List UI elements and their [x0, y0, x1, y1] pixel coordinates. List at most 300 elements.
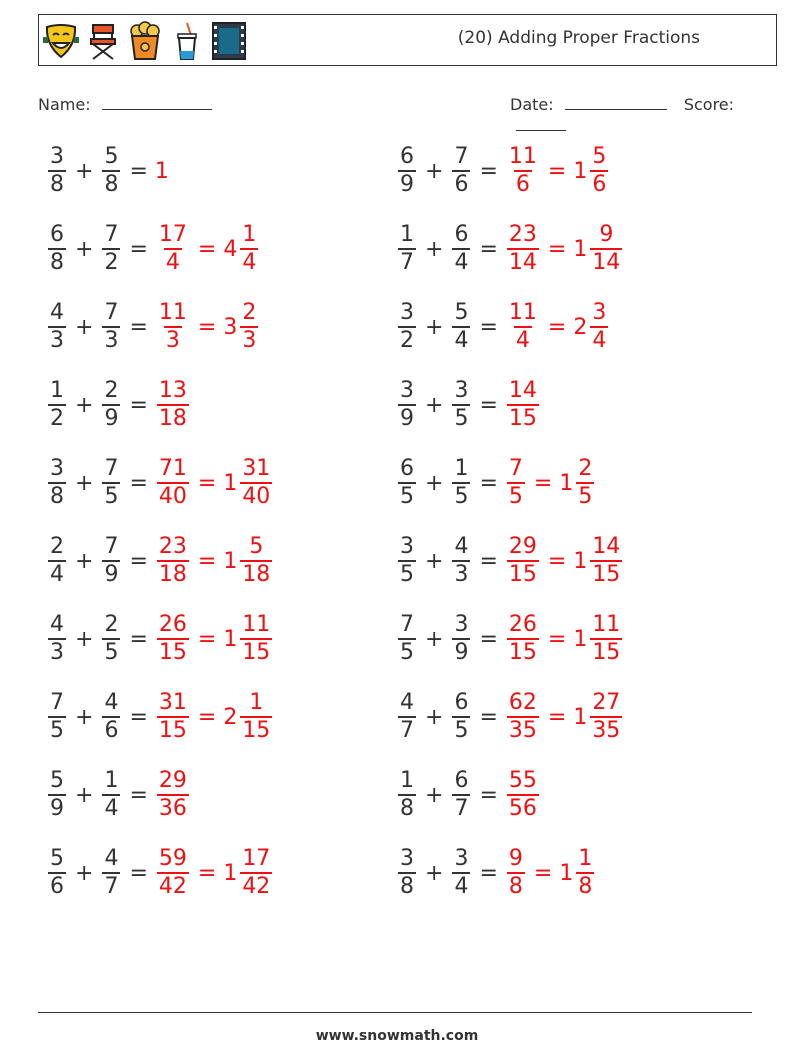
answer: [505, 380, 541, 430]
answer: [155, 614, 274, 664]
denominator: 9: [104, 562, 119, 587]
answer-fraction: [157, 614, 189, 664]
denominator: 40: [242, 484, 271, 509]
answer-whole: 2: [573, 314, 588, 340]
problem-item: [46, 686, 274, 748]
answer-fraction: [157, 458, 189, 508]
date-blank[interactable]: [565, 93, 667, 110]
equals-sign: =: [547, 314, 567, 340]
numerator: 4: [104, 846, 119, 871]
equals-sign: =: [129, 158, 148, 184]
equals-sign: =: [129, 860, 148, 886]
denominator: 2: [50, 406, 64, 431]
plus-sign: +: [425, 860, 444, 886]
equals-sign: =: [129, 314, 148, 340]
footer-site: www.snowmath.com: [315, 1028, 479, 1044]
answer-fraction: [590, 536, 622, 586]
answer: [155, 302, 260, 352]
denominator: 9: [104, 406, 119, 431]
answer-whole: 1: [223, 860, 238, 886]
denominator: 7: [400, 250, 414, 275]
problem-item: [396, 686, 624, 748]
answer: [155, 159, 170, 184]
numerator: 7: [400, 612, 414, 637]
equals-sign: =: [129, 470, 148, 496]
numerator: 31: [158, 690, 187, 715]
equals-sign: =: [129, 782, 148, 808]
problem-item: [46, 296, 260, 358]
addend-fraction: [48, 770, 66, 820]
score-label: Score:: [683, 95, 735, 114]
answer: [505, 614, 624, 664]
addend-fraction: [452, 614, 470, 664]
denominator: 4: [50, 562, 64, 587]
denominator: 42: [158, 874, 187, 899]
denominator: 5: [50, 718, 64, 743]
addend-fraction: [48, 692, 66, 742]
addend-fraction: [48, 848, 66, 898]
addend-fraction: [398, 458, 416, 508]
plus-sign: +: [425, 782, 444, 808]
numerator: 71: [158, 456, 187, 481]
answer-fraction: [590, 224, 622, 274]
numerator: 4: [50, 612, 64, 637]
problem-item: [396, 374, 541, 436]
answer: [505, 146, 610, 196]
answer: [505, 536, 624, 586]
addend-fraction: [398, 692, 416, 742]
addend-fraction: [398, 614, 416, 664]
problem-item: [46, 218, 260, 280]
answer-fraction: [157, 302, 189, 352]
addend-fraction: [102, 614, 120, 664]
answer: [155, 692, 274, 742]
equals-sign: =: [129, 548, 148, 574]
score-blank[interactable]: [516, 114, 566, 131]
worksheet-header: [38, 14, 777, 66]
numerator: 11: [508, 144, 537, 169]
numerator: 29: [508, 534, 537, 559]
numerator: 6: [454, 768, 469, 793]
plus-sign: +: [425, 158, 444, 184]
denominator: 7: [454, 796, 469, 821]
denominator: 6: [515, 172, 530, 197]
addend-fraction: [398, 848, 416, 898]
addend-fraction: [48, 146, 66, 196]
plus-sign: +: [75, 548, 94, 574]
numerator: 6: [454, 690, 469, 715]
denominator: 5: [454, 484, 469, 509]
denominator: 9: [400, 406, 414, 431]
equals-sign: =: [197, 626, 217, 652]
numerator: 7: [104, 300, 119, 325]
footer-divider: [38, 1012, 752, 1013]
addend-fraction: [452, 302, 470, 352]
plus-sign: +: [75, 470, 94, 496]
addend-fraction: [102, 224, 120, 274]
answer-fraction: [240, 848, 272, 898]
problem-item: [396, 764, 541, 826]
numerator: 11: [158, 300, 187, 325]
numerator: 3: [50, 456, 64, 481]
numerator: 3: [400, 300, 414, 325]
denominator: 8: [400, 796, 414, 821]
denominator: 4: [454, 874, 469, 899]
problem-item: [46, 608, 274, 670]
equals-sign: =: [197, 860, 217, 886]
numerator: 3: [454, 378, 469, 403]
plus-sign: +: [425, 392, 444, 418]
equals-sign: =: [197, 704, 217, 730]
problem-item: [46, 374, 191, 436]
numerator: 3: [400, 534, 414, 559]
name-blank[interactable]: [102, 93, 212, 110]
numerator: 3: [454, 846, 469, 871]
denominator: 40: [158, 484, 187, 509]
numerator: 4: [50, 300, 64, 325]
answer: [155, 458, 274, 508]
plus-sign: +: [75, 860, 94, 886]
plus-sign: +: [425, 704, 444, 730]
numerator: 1: [50, 378, 64, 403]
equals-sign: =: [129, 392, 148, 418]
denominator: 6: [592, 172, 607, 197]
name-label: Name:: [38, 95, 91, 114]
numerator: 29: [158, 768, 187, 793]
addend-fraction: [102, 458, 120, 508]
equals-sign: =: [129, 704, 148, 730]
addend-fraction: [398, 224, 416, 274]
numerator: 7: [454, 144, 469, 169]
denominator: 5: [400, 484, 414, 509]
answer: [155, 224, 260, 274]
problem-item: [396, 218, 624, 280]
equals-sign: =: [129, 626, 148, 652]
equals-sign: =: [547, 236, 567, 262]
addend-fraction: [452, 224, 470, 274]
date-label: Date:: [510, 95, 554, 114]
answer-fraction: [507, 848, 525, 898]
addend-fraction: [398, 146, 416, 196]
answer-fraction: [507, 614, 539, 664]
answer-fraction: [507, 302, 539, 352]
denominator: 15: [508, 406, 537, 431]
denominator: 5: [454, 718, 469, 743]
numerator: 17: [242, 846, 271, 871]
plus-sign: +: [75, 782, 94, 808]
denominator: 5: [104, 484, 119, 509]
addend-fraction: [48, 302, 66, 352]
denominator: 9: [400, 172, 414, 197]
addend-fraction: [452, 848, 470, 898]
answer-fraction: [240, 458, 272, 508]
answer-whole: 1: [573, 626, 588, 652]
denominator: 36: [158, 796, 187, 821]
numerator: 2: [242, 300, 257, 325]
denominator: 3: [104, 328, 119, 353]
denominator: 8: [50, 484, 64, 509]
denominator: 3: [165, 328, 180, 353]
answer-fraction: [507, 380, 539, 430]
answer: [505, 458, 596, 508]
plus-sign: +: [425, 314, 444, 340]
numerator: 27: [592, 690, 621, 715]
answer-whole: 1: [573, 704, 588, 730]
denominator: 4: [242, 250, 257, 275]
numerator: 3: [50, 144, 64, 169]
answer-whole: 1: [223, 548, 238, 574]
numerator: 5: [249, 534, 264, 559]
addend-fraction: [48, 380, 66, 430]
soda-cup-icon: [169, 21, 205, 61]
numerator: 4: [454, 534, 469, 559]
denominator: 5: [104, 640, 119, 665]
denominator: 5: [578, 484, 593, 509]
answer-whole: 1: [573, 236, 588, 262]
equals-sign: =: [479, 236, 498, 262]
answer-whole: 1: [223, 626, 238, 652]
answer: [505, 770, 541, 820]
answer-whole: 1: [559, 860, 574, 886]
plus-sign: +: [425, 470, 444, 496]
equals-sign: =: [129, 236, 148, 262]
answer-whole: 1: [223, 470, 238, 496]
denominator: 35: [508, 718, 537, 743]
answer-fraction: [157, 224, 189, 274]
numerator: 1: [400, 768, 414, 793]
denominator: 2: [104, 250, 119, 275]
equals-sign: =: [479, 782, 498, 808]
denominator: 8: [508, 874, 523, 899]
answer: [505, 692, 624, 742]
denominator: 9: [454, 640, 469, 665]
numerator: 1: [242, 222, 257, 247]
plus-sign: +: [75, 314, 94, 340]
worksheet-title: (20) Adding Proper Fractions: [457, 28, 700, 48]
answer-fraction: [157, 770, 189, 820]
denominator: 15: [592, 562, 621, 587]
denominator: 3: [242, 328, 257, 353]
denominator: 8: [578, 874, 593, 899]
denominator: 4: [515, 328, 530, 353]
problem-item: [396, 140, 610, 202]
numerator: 4: [400, 690, 414, 715]
numerator: 5: [592, 144, 607, 169]
equals-sign: =: [547, 548, 567, 574]
denominator: 18: [242, 562, 271, 587]
answer: [155, 380, 191, 430]
denominator: 4: [165, 250, 180, 275]
addend-fraction: [48, 224, 66, 274]
addend-fraction: [452, 146, 470, 196]
numerator: 6: [400, 456, 414, 481]
equals-sign: =: [547, 704, 567, 730]
answer-fraction: [507, 536, 539, 586]
numerator: 11: [508, 300, 537, 325]
answer-whole: 1: [154, 158, 169, 184]
addend-fraction: [102, 770, 120, 820]
equals-sign: =: [479, 470, 498, 496]
denominator: 42: [242, 874, 271, 899]
denominator: 5: [508, 484, 523, 509]
problem-item: [46, 452, 274, 514]
equals-sign: =: [533, 470, 553, 496]
answer-fraction: [590, 614, 622, 664]
plus-sign: +: [75, 704, 94, 730]
numerator: 6: [400, 144, 414, 169]
numerator: 5: [50, 768, 64, 793]
numerator: 9: [508, 846, 523, 871]
theater-mask-icon: [43, 21, 79, 61]
numerator: 14: [508, 378, 537, 403]
problem-item: [396, 452, 596, 514]
numerator: 13: [158, 378, 187, 403]
denominator: 35: [592, 718, 621, 743]
numerator: 55: [508, 768, 537, 793]
numerator: 6: [454, 222, 469, 247]
answer-fraction: [507, 770, 539, 820]
equals-sign: =: [547, 626, 567, 652]
plus-sign: +: [425, 548, 444, 574]
equals-sign: =: [197, 470, 217, 496]
equals-sign: =: [479, 314, 498, 340]
numerator: 11: [592, 612, 621, 637]
denominator: 5: [454, 406, 469, 431]
numerator: 7: [104, 222, 119, 247]
denominator: 6: [454, 172, 469, 197]
answer-fraction: [507, 692, 539, 742]
denominator: 4: [592, 328, 607, 353]
answer: [505, 848, 596, 898]
answer-fraction: [240, 224, 258, 274]
denominator: 7: [104, 874, 119, 899]
numerator: 17: [158, 222, 187, 247]
answer-fraction: [507, 224, 539, 274]
denominator: 4: [454, 328, 469, 353]
denominator: 18: [158, 406, 187, 431]
numerator: 3: [400, 846, 414, 871]
answer-whole: 4: [223, 236, 238, 262]
denominator: 8: [50, 250, 64, 275]
numerator: 7: [508, 456, 523, 481]
answer-fraction: [240, 614, 272, 664]
denominator: 8: [104, 172, 119, 197]
numerator: 26: [158, 612, 187, 637]
numerator: 1: [104, 768, 119, 793]
numerator: 2: [104, 378, 119, 403]
denominator: 3: [50, 328, 64, 353]
equals-sign: =: [479, 626, 498, 652]
equals-sign: =: [479, 392, 498, 418]
denominator: 15: [508, 562, 537, 587]
denominator: 4: [454, 250, 469, 275]
answer-fraction: [590, 302, 608, 352]
numerator: 2: [104, 612, 119, 637]
denominator: 15: [158, 640, 187, 665]
answer: [155, 536, 274, 586]
answer-whole: 1: [559, 470, 574, 496]
problem-item: [396, 530, 624, 592]
addend-fraction: [452, 380, 470, 430]
equals-sign: =: [197, 314, 217, 340]
denominator: 56: [508, 796, 537, 821]
problem-item: [46, 530, 274, 592]
addend-fraction: [102, 536, 120, 586]
denominator: 15: [158, 718, 187, 743]
addend-fraction: [48, 458, 66, 508]
answer-fraction: [507, 458, 525, 508]
numerator: 6: [50, 222, 64, 247]
plus-sign: +: [75, 236, 94, 262]
answer-fraction: [576, 848, 594, 898]
answer-fraction: [590, 692, 622, 742]
numerator: 4: [104, 690, 119, 715]
numerator: 9: [599, 222, 614, 247]
problem-item: [46, 140, 170, 202]
numerator: 7: [50, 690, 64, 715]
denominator: 5: [400, 640, 414, 665]
numerator: 7: [104, 456, 119, 481]
numerator: 5: [454, 300, 469, 325]
denominator: 15: [508, 640, 537, 665]
denominator: 15: [592, 640, 621, 665]
answer-whole: 3: [223, 314, 238, 340]
addend-fraction: [102, 848, 120, 898]
numerator: 59: [158, 846, 187, 871]
denominator: 2: [400, 328, 414, 353]
equals-sign: =: [547, 158, 567, 184]
addend-fraction: [452, 458, 470, 508]
addend-fraction: [102, 302, 120, 352]
denominator: 7: [400, 718, 414, 743]
addend-fraction: [398, 536, 416, 586]
problem-item: [396, 296, 610, 358]
denominator: 15: [242, 640, 271, 665]
plus-sign: +: [75, 392, 94, 418]
addend-fraction: [102, 692, 120, 742]
answer-whole: 1: [573, 158, 588, 184]
answer-fraction: [240, 692, 272, 742]
answer: [505, 302, 610, 352]
denominator: 8: [50, 172, 64, 197]
numerator: 1: [454, 456, 469, 481]
denominator: 18: [158, 562, 187, 587]
answer: [155, 770, 191, 820]
name-field: [38, 93, 212, 114]
numerator: 1: [249, 690, 264, 715]
header-icons: [43, 19, 247, 63]
numerator: 31: [242, 456, 271, 481]
addend-fraction: [398, 302, 416, 352]
addend-fraction: [452, 770, 470, 820]
numerator: 5: [104, 144, 119, 169]
answer-fraction: [157, 536, 189, 586]
addend-fraction: [48, 536, 66, 586]
answer-fraction: [157, 848, 189, 898]
denominator: 15: [242, 718, 271, 743]
answer-fraction: [240, 302, 258, 352]
numerator: 11: [242, 612, 271, 637]
answer-whole: 2: [223, 704, 238, 730]
answer-fraction: [576, 458, 594, 508]
numerator: 23: [158, 534, 187, 559]
numerator: 1: [400, 222, 414, 247]
addend-fraction: [398, 380, 416, 430]
numerator: 3: [454, 612, 469, 637]
numerator: 2: [578, 456, 593, 481]
denominator: 5: [400, 562, 414, 587]
date-score-field: [510, 93, 794, 135]
